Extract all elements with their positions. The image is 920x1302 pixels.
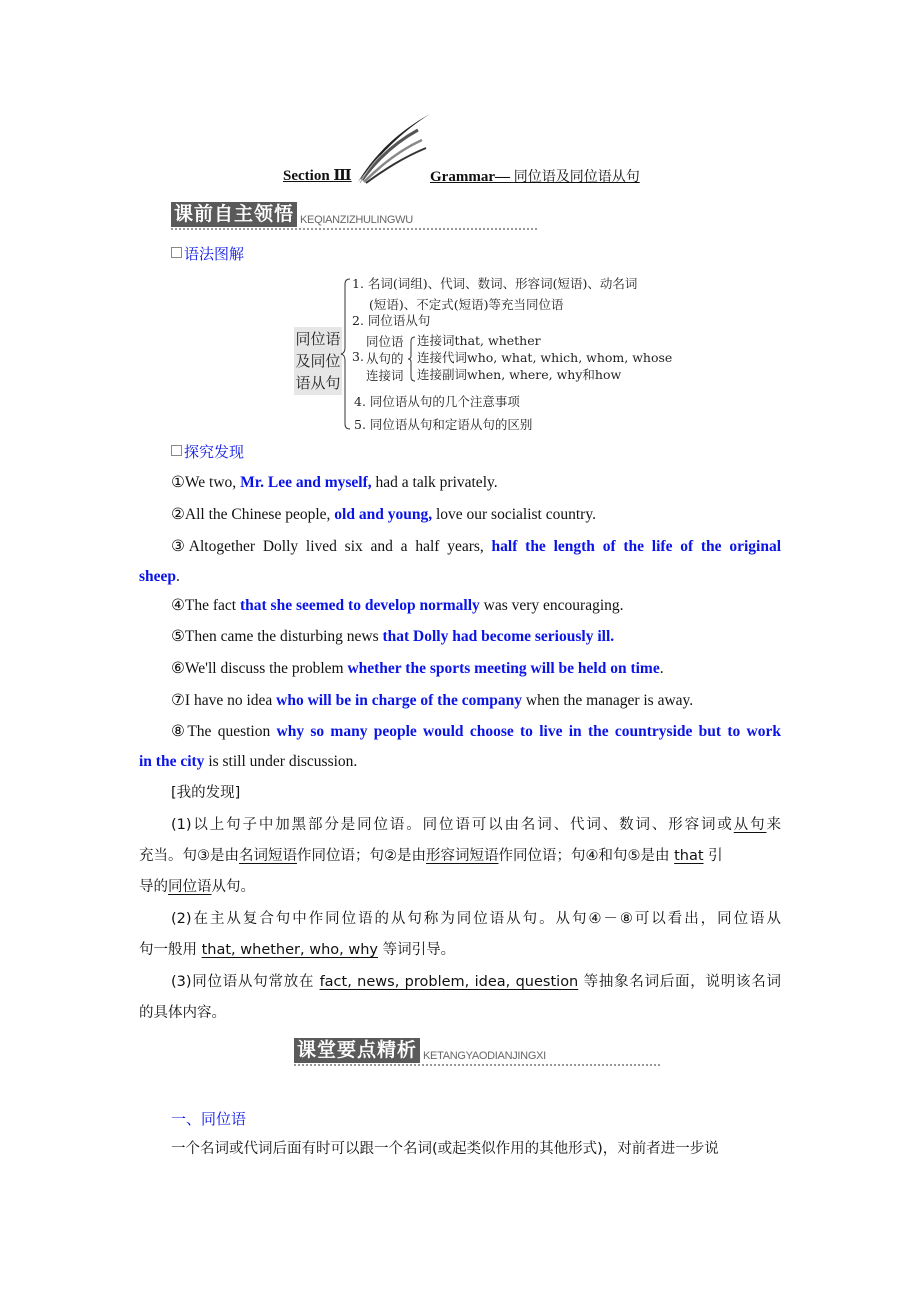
- example-8: ⑧The question why so many people would choose to live in the countryside but to work: [171, 723, 781, 740]
- finding-2-line-1: (2)在主从复合句中作同位语的从句称为同位语从句。从句④－⑧可以看出，同位语从: [171, 911, 781, 927]
- diagram-item-2: 2. 同位语从句: [352, 313, 431, 328]
- example-7: ⑦I have no idea who will be in charge of the company when the manager is away.: [171, 692, 694, 709]
- finding-1-line-2: 充当。句③是由名词短语作同位语；句②是由形容词短语作同位语；句④和句⑤是由 that 引: [139, 848, 723, 864]
- section-heading-appositive: 一、同位语: [171, 1110, 247, 1128]
- grammar-label: Grammar— 同位语及同位语从句: [430, 169, 640, 185]
- section-1-text: 一个名词或代词后面有时可以跟一个名词(或起类似作用的其他形式)，对前者进一步说: [171, 1141, 719, 1157]
- finding-3-line-1: (3)同位语从句常放在 fact, news, problem, idea, question 等抽象名词后面，说明该名词: [171, 974, 782, 990]
- page-title: [283, 166, 683, 188]
- finding-2-line-2: 句一般用 that, whether, who, why 等词引导。: [139, 942, 456, 958]
- finding-1-line-1: (1)以上句子中加黑部分是同位语。同位语可以由名词、代词、数词、形容词或从句来: [171, 817, 781, 833]
- diagram-item-1: 1. 名词(词组)、代词、数词、形容词(短语)、动名词 (短语)、不定式(短语)等充当同位语: [352, 276, 638, 312]
- diagram-item-3-num: 3.: [352, 349, 364, 364]
- diagram-item-5: 5. 同位语从句和定语从句的区别: [354, 417, 533, 432]
- example-5: ⑤Then came the disturbing news that Dolly had become seriously ill.: [171, 628, 615, 645]
- banner-divider: [171, 228, 537, 230]
- topic-label: 同位语及同位语从句: [513, 169, 640, 185]
- finding-1-line-3: 导的同位语从句。: [139, 879, 255, 895]
- diagram-root: 同位语 及同位 语从句: [294, 327, 342, 395]
- findings-label: [我的发现]: [171, 785, 241, 801]
- section-banner-preview: [171, 202, 413, 227]
- banner-label: 课堂要点精析: [294, 1038, 420, 1063]
- diagram-item-3-children: 连接词that, whether 连接代词who, what, which, whom, whose 连接副词when, where, why和how: [417, 333, 673, 382]
- diagram-item-4: 4. 同位语从句的几个注意事项: [354, 394, 520, 409]
- banner-pinyin: KEQIANZIZHULINGWU: [300, 214, 413, 226]
- brace-icon: [340, 278, 352, 430]
- checkbox-icon: [171, 247, 182, 258]
- example-3-cont: sheep.: [139, 568, 180, 585]
- section-label: Section Ⅲ: [283, 168, 352, 184]
- subheading-explore: 探究发现: [171, 441, 244, 462]
- example-8-cont: in the city is still under discussion.: [139, 753, 358, 770]
- sub-brace-icon: [408, 336, 416, 382]
- example-2: ②All the Chinese people, old and young, love our socialist country.: [171, 506, 596, 523]
- section-banner-classroom: [294, 1038, 546, 1063]
- example-1: ①We two, Mr. Lee and myself, had a talk privately.: [171, 474, 498, 491]
- subheading-grammar-diagram: 语法图解: [171, 243, 244, 264]
- example-6: ⑥We'll discuss the problem whether the sports meeting will be held on time.: [171, 660, 664, 677]
- checkbox-icon: [171, 445, 182, 456]
- banner-label: 课前自主领悟: [171, 202, 297, 227]
- example-4: ④The fact that she seemed to develop normally was very encouraging.: [171, 597, 624, 614]
- diagram-item-3-label: 同位语 从句的 连接词: [366, 334, 404, 383]
- banner-pinyin: KETANGYAODIANJINGXI: [423, 1050, 546, 1062]
- finding-3-line-2: 的具体内容。: [139, 1005, 226, 1021]
- banner-divider: [294, 1064, 660, 1066]
- example-3: ③Altogether Dolly lived six and a half years, half the length of the life of the original: [171, 538, 781, 555]
